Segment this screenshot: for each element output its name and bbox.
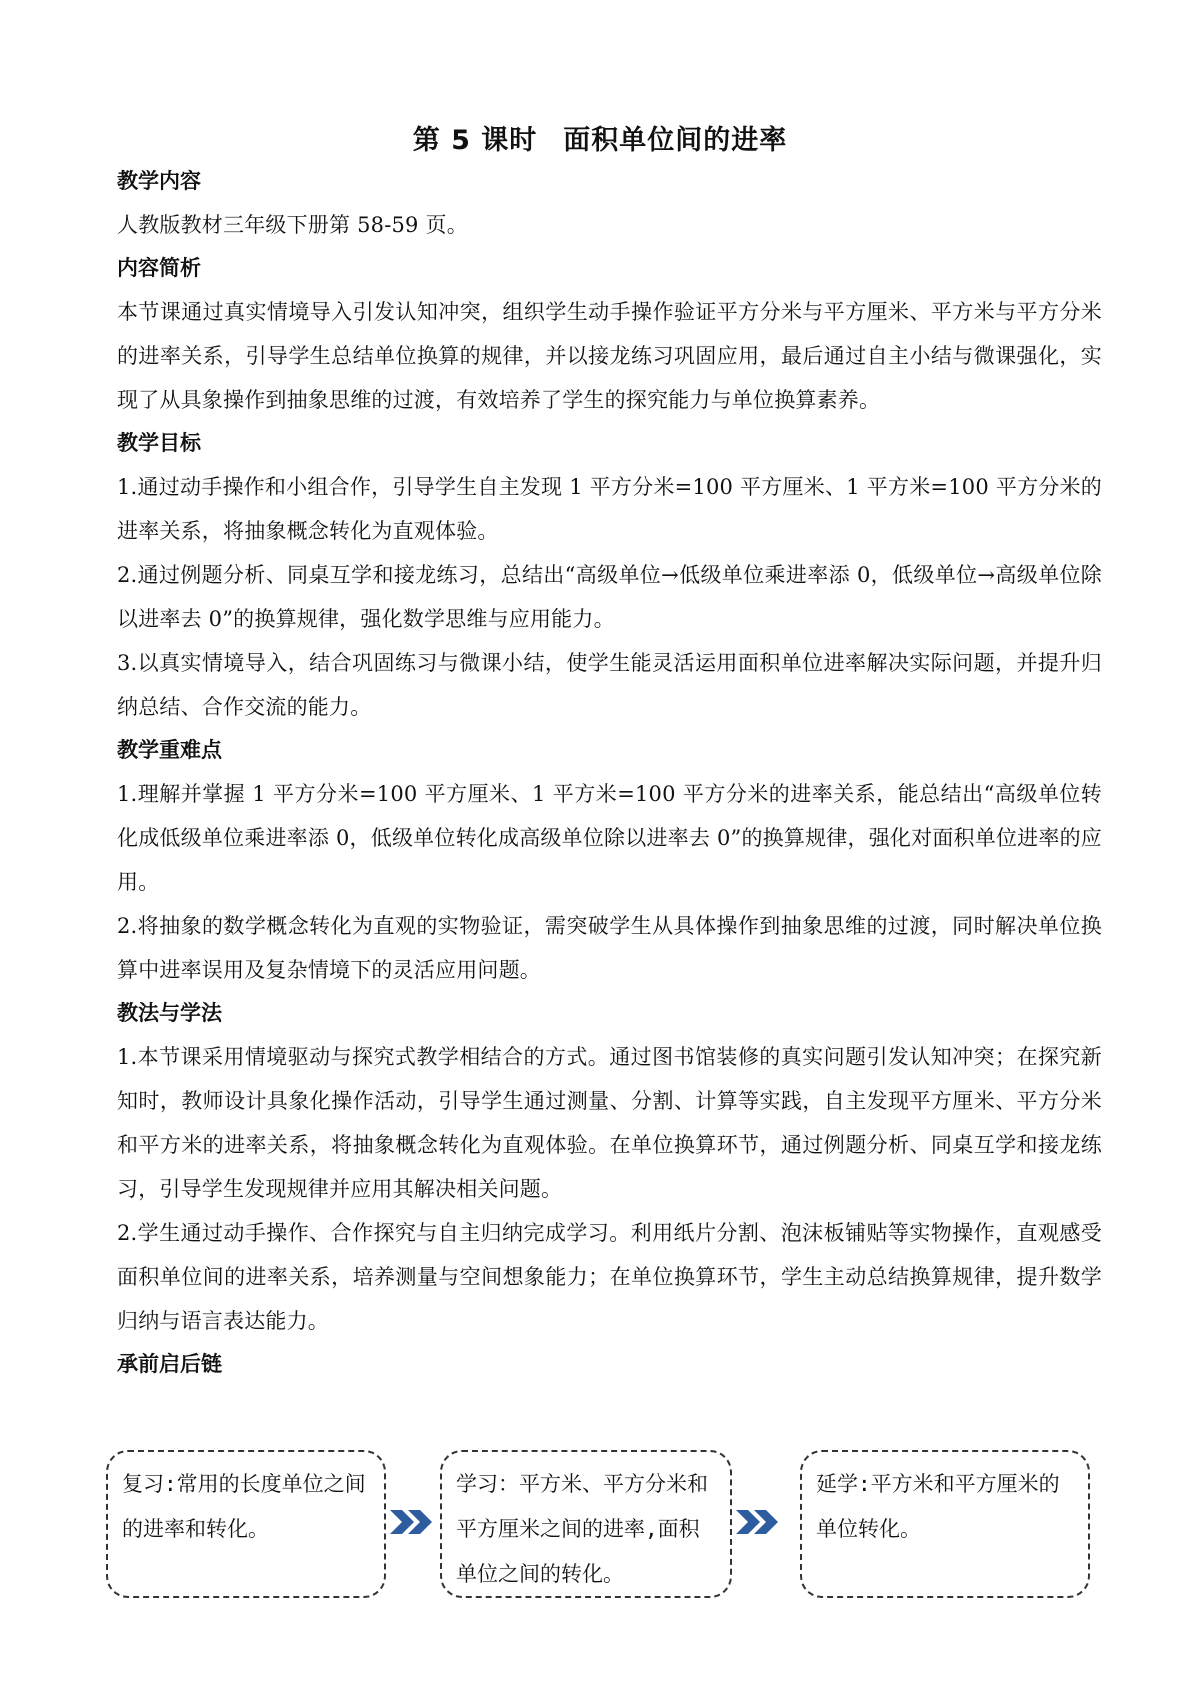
- method-item: 2.学生通过动手操作、合作探究与自主归纳完成学习。利用纸片分割、泡沫板铺贴等实物操作，直观感受面积单位间的进率关系，培养测量与空间想象能力；在单位换算环节，学生主动总结换算规律，提升数学归纳与语言表达能力。: [117, 1221, 1102, 1333]
- goal-item: 3.以真实情境导入，结合巩固练习与微课小结，使学生能灵活运用面积单位进率解决实际问题，并提升归纳总结、合作交流的能力。: [117, 651, 1102, 719]
- double-chevron-right-icon: [734, 1508, 782, 1536]
- heading-content-brief: 内容简析: [117, 256, 201, 280]
- lesson-topic: 面积单位间的进率: [563, 125, 788, 156]
- heading-teaching-content: 教学内容: [117, 169, 201, 193]
- heading-lesson-chain: 承前启后链: [117, 1352, 222, 1376]
- lesson-chain-diagram: [0, 1450, 1200, 1610]
- content-brief-text: 本节课通过真实情境导入引发认知冲突，组织学生动手操作验证平方分米与平方厘米、平方米与平方分米的进率关系，引导学生总结单位换算的规律，并以接龙练习巩固应用，最后通过自主小结与微课强化，实现了从具象操作到抽象思维的过渡，有效培养了学生的探究能力与单位换算素养。: [117, 300, 1102, 412]
- lesson-number: 第 5 课时: [412, 125, 538, 156]
- heading-teaching-goals: 教学目标: [117, 431, 201, 455]
- chain-box-learn: 学习：平方米、平方分米和平方厘米之间的进率,面积单位之间的转化。: [440, 1450, 732, 1598]
- goal-item: 1.通过动手操作和小组合作，引导学生自主发现 1 平方分米=100 平方厘米、1 平方米=100 平方分米的进率关系，将抽象概念转化为直观体验。: [117, 475, 1102, 543]
- heading-key-points: 教学重难点: [117, 738, 222, 762]
- page-title: [0, 118, 1200, 157]
- goal-item: 2.通过例题分析、同桌互学和接龙练习，总结出“高级单位→低级单位乘进率添 0，低级单位→高级单位除以进率去 0”的换算规律，强化数学思维与应用能力。: [117, 563, 1102, 631]
- chain-box-review: 复习:常用的长度单位之间的进率和转化。: [106, 1450, 386, 1598]
- teaching-content-text: 人教版教材三年级下册第 58-59 页。: [117, 213, 468, 237]
- method-item: 1.本节课采用情境驱动与探究式教学相结合的方式。通过图书馆装修的真实问题引发认知冲突；在探究新知时，教师设计具象化操作活动，引导学生通过测量、分割、计算等实践，自主发现平方厘米、平方分米和平方米的进率关系，将抽象概念转化为直观体验。在单位换算环节，通过例题分析、同桌互学和接龙练习，引导学生发现规律并应用其解决相关问题。: [117, 1045, 1102, 1201]
- lesson-plan-body: [117, 160, 1102, 1386]
- heading-methods: 教法与学法: [117, 1001, 222, 1025]
- key-point-item: 2.将抽象的数学概念转化为直观的实物验证，需突破学生从具体操作到抽象思维的过渡，同时解决单位换算中进率误用及复杂情境下的灵活应用问题。: [117, 914, 1102, 982]
- double-chevron-right-icon: [388, 1508, 436, 1536]
- key-point-item: 1.理解并掌握 1 平方分米=100 平方厘米、1 平方米=100 平方分米的进率关系，能总结出“高级单位转化成低级单位乘进率添 0，低级单位转化成高级单位除以进率去 0”的换算规律，强化对面积单位进率的应用。: [117, 782, 1102, 894]
- chain-box-extend: 延学:平方米和平方厘米的单位转化。: [800, 1450, 1090, 1598]
